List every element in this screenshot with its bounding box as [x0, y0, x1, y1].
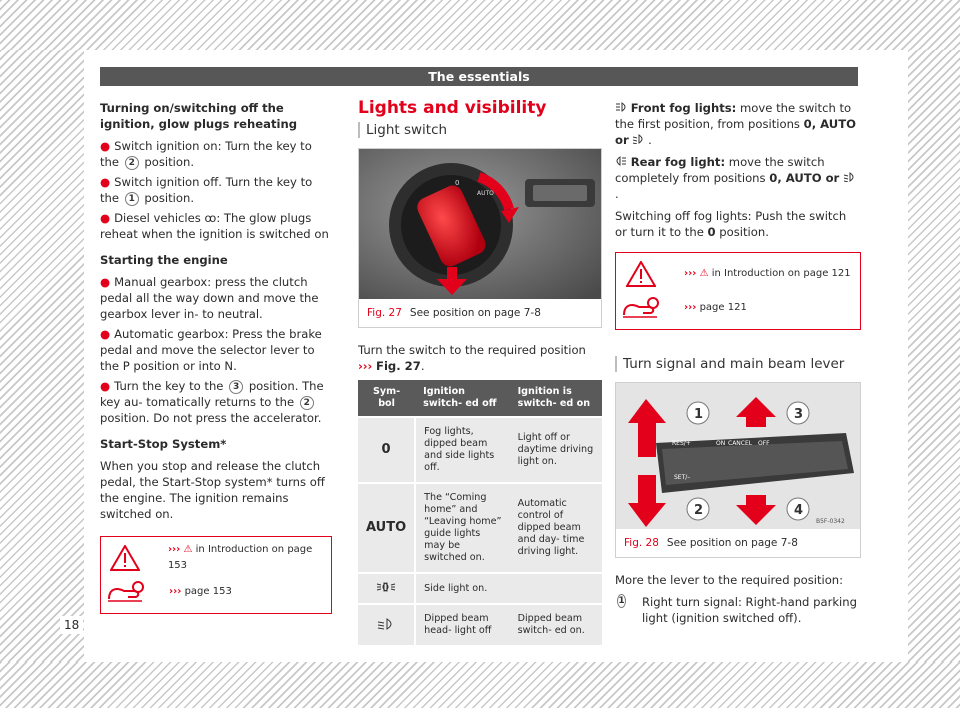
switch-off-text: Switching off fog lights: Push the switch or turn it to the 0 position.	[615, 209, 847, 239]
warning-icon	[616, 261, 666, 287]
table-row	[358, 483, 602, 573]
table-header: Sym- bol	[358, 380, 415, 417]
position-number: 1	[125, 192, 139, 206]
table-cell: Automatic control of dipped beam and day- time driving light.	[510, 483, 602, 573]
environment-icon	[616, 295, 666, 321]
list-item: ● Switch ignition off. Turn the key to the 1 position.	[100, 175, 313, 205]
decorative-stripes-left	[0, 50, 84, 662]
position-number: 2	[300, 396, 314, 410]
note-box	[615, 252, 861, 330]
front-fog-text: Front fog lights: move the switch to the first position, from positions 0, AUTO or .	[615, 101, 856, 147]
step-number: 1	[618, 596, 625, 606]
step-text: Right turn signal: Right-hand parking light (ignition switched off).	[641, 595, 857, 625]
note-row	[616, 291, 860, 325]
page-header: The essentials	[100, 67, 858, 86]
middle-column	[358, 100, 602, 645]
list-item: ● Manual gearbox: press the clutch pedal all the way down and move the gearbox lever in- to neutral.	[100, 275, 319, 321]
note-reference-link[interactable]: page 121	[699, 302, 747, 313]
bullet-icon: ●	[100, 379, 111, 393]
bullet-icon: ●	[100, 175, 111, 189]
figure-lever	[615, 382, 861, 558]
light-switch-image	[359, 149, 601, 299]
rear-fog-text: Rear fog light: move the switch completely from positions 0, AUTO or .	[615, 154, 861, 202]
page-number: 18	[60, 616, 83, 634]
list-item: ● Switch ignition on: Turn the key to the 2 position.	[100, 139, 312, 169]
lever-label: ON	[716, 440, 726, 447]
note-box	[100, 536, 332, 614]
lever-label: CANCEL	[728, 440, 753, 447]
title-bar	[615, 356, 617, 372]
start-stop-heading: Start-Stop System*	[100, 437, 227, 451]
table-header-row	[358, 380, 602, 417]
title-bar	[358, 122, 360, 138]
dipped-beam-icon	[843, 171, 855, 185]
table-row	[358, 604, 602, 645]
small-warning-icon: ⚠	[699, 268, 709, 279]
engine-heading: Starting the engine	[100, 253, 228, 267]
lever-image	[616, 383, 860, 529]
lever-number: 4	[794, 503, 804, 518]
left-column	[100, 100, 332, 614]
warning-icon	[101, 545, 150, 571]
lever-label: OFF	[758, 440, 770, 447]
small-warning-icon: ⚠	[183, 544, 193, 555]
ref-arrow-icon: ›››	[684, 302, 697, 313]
figure-light-switch	[358, 148, 602, 328]
table-header: Ignition is switch- ed on	[510, 380, 602, 417]
ref-arrow-icon: ›››	[167, 544, 181, 555]
table-cell: Side light on.	[415, 573, 602, 604]
intro-text: Turn the switch to the required position ››› Fig. 27.	[358, 343, 586, 373]
decorative-stripes-bottom	[0, 662, 960, 708]
lever-number: 3	[794, 407, 804, 422]
table-cell: Dipped beam head- light off	[415, 604, 509, 645]
lever-label: RES/+	[672, 440, 691, 447]
dipped-beam-icon	[358, 604, 415, 645]
environment-icon	[101, 579, 151, 605]
list-item: ● Diesel vehicles ꝏ: The glow plugs reheat when the ignition is switched on	[100, 211, 329, 241]
position-number: 2	[125, 156, 139, 170]
table-cell: The “Coming home” and “Leaving home” guide lights may be switched on.	[415, 483, 509, 573]
symbol-off: 0	[358, 417, 415, 483]
note-reference-link[interactable]: in Introduction on page 121	[711, 268, 851, 279]
ref-arrow-icon: ›››	[358, 359, 373, 373]
subsection-title: Light switch	[358, 122, 602, 138]
note-reference-link[interactable]: page 153	[184, 586, 232, 597]
svg-text:AUTO: AUTO	[477, 190, 494, 197]
table-cell: Light off or daytime driving light on.	[510, 417, 602, 483]
note-row	[101, 575, 331, 609]
svg-text:0: 0	[455, 179, 460, 187]
side-light-icon	[358, 573, 415, 604]
right-column	[615, 100, 861, 626]
decorative-stripes-top	[0, 0, 960, 50]
move-text: More the lever to the required position:	[615, 573, 844, 587]
lever-number: 1	[694, 407, 704, 422]
table-cell: Fog lights, dipped beam and side lights off.	[415, 417, 509, 483]
bullet-icon: ●	[100, 327, 111, 341]
bullet-icon: ●	[100, 139, 111, 153]
figure-code: B5F-0342	[816, 518, 845, 525]
table-row	[358, 417, 602, 483]
figure-label: Fig. 27	[367, 307, 402, 319]
table-cell: Dipped beam switch- ed on.	[510, 604, 602, 645]
note-reference-link[interactable]: in Introduction on page 153	[167, 544, 313, 571]
lights-table	[358, 380, 602, 645]
list-item: ● Turn the key to the 3 position. The key au- tomatically returns to the 2 position. Do not press the accelerator.	[100, 379, 324, 425]
subsection-title: Turn signal and main beam lever	[615, 356, 861, 372]
dipped-beam-icon	[632, 133, 648, 147]
figure-label: Fig. 28	[624, 537, 659, 549]
list-item: ● Automatic gearbox: Press the brake pedal and move the selector lever to the P position or into N.	[100, 327, 322, 373]
ref-arrow-icon: ›››	[684, 268, 697, 279]
figure-reference-link[interactable]: Fig. 27	[376, 359, 421, 373]
position-number: 3	[229, 380, 243, 394]
glow-plug-icon: ꝏ	[204, 211, 217, 225]
ignition-heading: Turning on/switching off the ignition, glow plugs reheating	[100, 101, 298, 131]
step-row	[615, 594, 861, 626]
section-title: Lights and visibility	[358, 98, 547, 118]
decorative-stripes-right	[908, 50, 960, 662]
note-row	[616, 257, 860, 291]
figure-caption: Fig. 27 See position on page 7-8	[367, 307, 541, 319]
bullet-icon: ●	[100, 211, 111, 225]
symbol-auto: AUTO	[358, 483, 415, 573]
bullet-icon: ●	[100, 275, 111, 289]
ref-arrow-icon: ›››	[169, 586, 182, 597]
lever-number: 2	[694, 503, 704, 518]
table-row	[358, 573, 602, 604]
start-stop-text: When you stop and release the clutch pedal, the Start-Stop system* turns off the engine. The ignition remains switched on.	[100, 459, 325, 521]
figure-caption: Fig. 28 See position on page 7-8	[624, 537, 798, 549]
table-header: Ignition switch- ed off	[415, 380, 509, 417]
lever-label: SET/–	[674, 474, 691, 481]
front-fog-icon	[615, 101, 631, 115]
note-row	[101, 541, 331, 575]
rear-fog-icon	[615, 155, 631, 169]
